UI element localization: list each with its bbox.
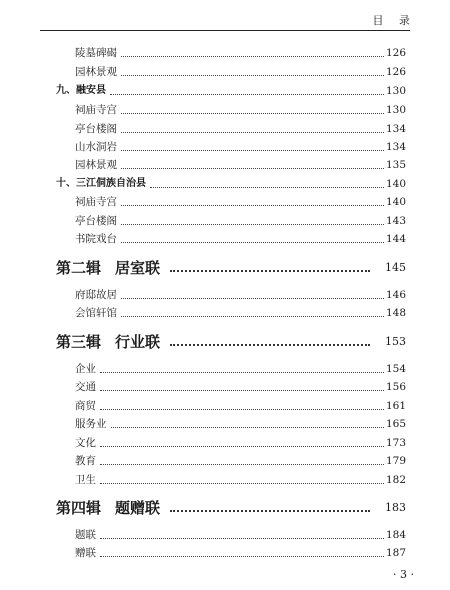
chapter-number: 第二辑: [56, 259, 102, 277]
dot-leader: [121, 132, 384, 133]
dot-leader: [121, 316, 384, 317]
toc-entry-label: 亭台楼阁: [75, 215, 117, 227]
dot-leader: [100, 464, 384, 465]
toc-entry-label: 园林景观: [75, 66, 117, 78]
dot-leader: [100, 556, 384, 557]
toc-entry-label: 教育: [75, 455, 96, 467]
dot-leader: [170, 510, 370, 512]
toc-chapter-label: [56, 333, 160, 351]
toc-entry[interactable]: [0, 120, 450, 138]
dot-leader: [170, 270, 370, 272]
toc-entry[interactable]: [0, 434, 450, 452]
dot-leader: [100, 538, 384, 539]
toc-entry-page: 135: [385, 159, 406, 171]
header-rule: [40, 30, 410, 31]
toc-entry-label: 亭台楼阁: [75, 123, 117, 135]
toc-entry-page: 140: [385, 178, 406, 190]
toc-entry[interactable]: [0, 415, 450, 433]
toc-entry-page: 140: [385, 196, 406, 208]
toc-entry[interactable]: [0, 452, 450, 470]
toc-entry[interactable]: [0, 304, 450, 322]
toc-entry-page: 173: [385, 437, 406, 449]
toc-entry-label: 书院戏台: [75, 233, 117, 245]
toc-entry[interactable]: [0, 44, 450, 62]
toc-entry-page: 148: [385, 307, 406, 319]
toc-entry-label: 商贸: [75, 400, 96, 412]
toc-entry-page: 156: [385, 381, 406, 393]
chapter-number: 第三辑: [56, 333, 102, 351]
page-number: · 3 ·: [393, 568, 414, 581]
toc-entry-page: 154: [385, 363, 406, 375]
dot-leader: [110, 94, 384, 95]
toc-entry-label: 交通: [75, 381, 96, 393]
toc-chapter-entry[interactable]: [0, 256, 450, 280]
toc-entry-label: 企业: [75, 363, 96, 375]
toc-entry[interactable]: [0, 63, 450, 81]
toc-entry[interactable]: [0, 230, 450, 248]
toc-section-label: 十、三江侗族自治县: [56, 178, 146, 189]
dot-leader: [121, 205, 384, 206]
toc-entry-page: 143: [385, 215, 406, 227]
toc-entry-page: 184: [385, 529, 406, 541]
toc-section-label: 九、融安县: [56, 85, 106, 96]
toc-entry-page: 126: [385, 47, 406, 59]
dot-leader: [100, 390, 384, 391]
chapter-title: 居室联: [115, 259, 161, 277]
toc-entry[interactable]: [0, 544, 450, 562]
toc-entry[interactable]: [0, 193, 450, 211]
dot-leader: [121, 298, 384, 299]
toc-entry[interactable]: [0, 138, 450, 156]
toc-entry-page: 134: [385, 123, 406, 135]
chapter-number: 第四辑: [56, 499, 102, 517]
toc-entry-page: 134: [385, 141, 406, 153]
toc-entry[interactable]: [0, 101, 450, 119]
toc-chapter-label: [56, 259, 160, 277]
toc-entry[interactable]: [0, 378, 450, 396]
dot-leader: [100, 446, 384, 447]
toc-entry-page: 144: [385, 233, 406, 245]
toc-entry-label: 祠庙寺宫: [75, 104, 117, 116]
toc-section-entry[interactable]: [0, 82, 450, 100]
toc-chapter-label: [56, 499, 160, 517]
toc-entry-label: 题联: [75, 529, 96, 541]
dot-leader: [121, 56, 384, 57]
toc-entry-page: 130: [385, 104, 406, 116]
chapter-title: 行业联: [115, 333, 161, 351]
dot-leader: [121, 224, 384, 225]
toc-entry-page: 179: [385, 455, 406, 467]
toc-entry-label: 赠联: [75, 547, 96, 559]
toc-entry-page: 153: [385, 335, 406, 348]
toc-entry[interactable]: [0, 286, 450, 304]
toc-entry-page: 145: [385, 261, 406, 274]
dot-leader: [150, 187, 384, 188]
toc-entry-label: 祠庙寺宫: [75, 196, 117, 208]
toc-entry-label: 山水洞岩: [75, 141, 117, 153]
toc-entry-page: 126: [385, 66, 406, 78]
toc-section-entry[interactable]: [0, 175, 450, 193]
toc-entry[interactable]: [0, 397, 450, 415]
toc-entry-label: 文化: [75, 437, 96, 449]
running-header-title: 目 录: [372, 14, 416, 27]
chapter-title: 题赠联: [115, 499, 161, 517]
toc-entry-page: 187: [385, 547, 406, 559]
dot-leader: [121, 242, 384, 243]
toc-entry-label: 服务业: [75, 418, 107, 430]
toc-entry-label: 陵墓碑碣: [75, 47, 117, 59]
dot-leader: [121, 150, 384, 151]
toc-entry-page: 182: [385, 474, 406, 486]
dot-leader: [100, 483, 384, 484]
dot-leader: [111, 427, 384, 428]
toc-entry[interactable]: [0, 212, 450, 230]
toc-entry[interactable]: [0, 360, 450, 378]
toc-entry-page: 130: [385, 85, 406, 97]
dot-leader: [121, 168, 384, 169]
toc-entry[interactable]: [0, 156, 450, 174]
dot-leader: [100, 372, 384, 373]
toc-entry-page: 146: [385, 289, 406, 301]
toc-entry-label: 府邸故居: [75, 289, 117, 301]
toc-chapter-entry[interactable]: [0, 496, 450, 520]
toc-entry-label: 会馆轩馆: [75, 307, 117, 319]
toc-chapter-entry[interactable]: [0, 330, 450, 354]
toc-entry[interactable]: [0, 471, 450, 489]
toc-entry-label: 卫生: [75, 474, 96, 486]
toc-entry-page: 165: [385, 418, 406, 430]
toc-entry-page: 161: [385, 400, 406, 412]
dot-leader: [170, 344, 370, 346]
toc-entry[interactable]: [0, 526, 450, 544]
dot-leader: [100, 409, 384, 410]
toc-entry-page: 183: [385, 501, 406, 514]
toc-entry-label: 园林景观: [75, 159, 117, 171]
dot-leader: [121, 113, 384, 114]
dot-leader: [121, 75, 384, 76]
